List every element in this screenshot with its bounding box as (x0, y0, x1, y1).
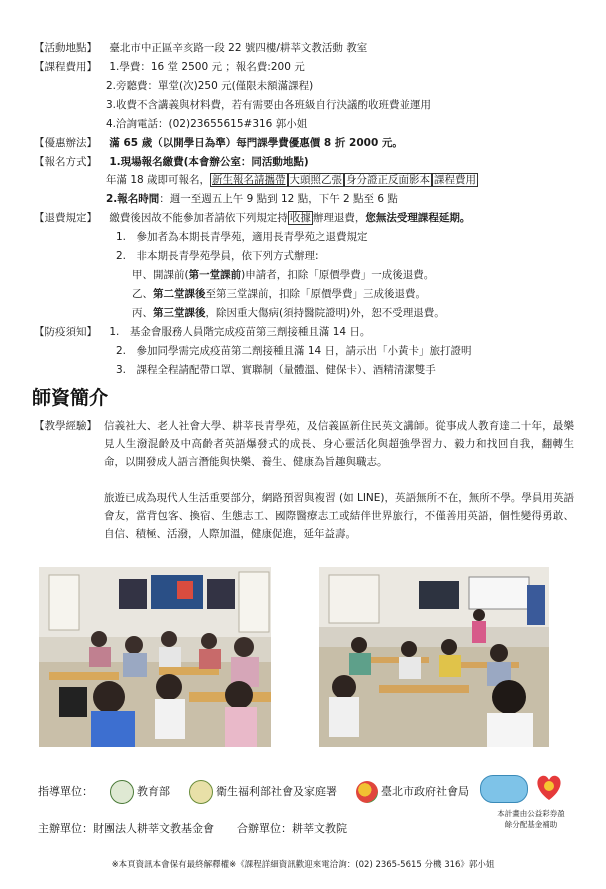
epidemic-item-1: 1. 基金會服務人員階完成疫苗第三劑接種且滿 14 日。 (109, 326, 371, 338)
host-org: 財團法人耕莘文教基金會 (93, 822, 214, 835)
fee-line-1: 1.學費：16 堂 2500 元 ；報名費:200 元 (109, 61, 305, 73)
register-line-3: 2.報名時間：週一至週五上午 9 點到 12 點，下午 2 點至 6 點 (106, 193, 398, 205)
fee-row-1 (34, 62, 576, 73)
cohost-label: 合辦單位： (237, 822, 292, 835)
experience-label: 【教學經驗】 (34, 420, 97, 432)
lottery-caption: 本計畫由公益彩券盈餘分配基金補助 (497, 809, 565, 829)
taipei-social-logo-icon (356, 781, 378, 803)
refund-sub-1: 甲、開課前(第一堂課前)申請者，扣除「原價學費」一成後退費。 (132, 269, 435, 281)
epidemic-item-2: 2. 參加同學需完成疫苗第二劑接種且滿 14 日，請示出「小黃卡」旅打證明 (116, 345, 472, 357)
lottery-logo-icon (480, 775, 528, 803)
fee-line-4: 4.洽詢電話：(02)23655615#316 郭小姐 (106, 118, 308, 130)
refund-row: 【退費規定】 繳費後因故不能參加者請依下列規定持 收據 辦理退費，您無法受理課程延期。 (34, 212, 471, 224)
host-label: 主辦單位： (38, 822, 93, 835)
fee-line-3: 3.收費不含講義與材料費，若有需要由各班級自行決議酌收班費並運用 (106, 99, 432, 111)
sfaa-logo-icon (189, 780, 213, 804)
fee-label: 【課程費用】 (34, 61, 97, 73)
guidance-org-3: 臺北市政府社會局 (381, 785, 469, 798)
refund-sub-3: 丙、第三堂課後，除因重大傷病(須持醫院證明)外，恕不受理退費。 (132, 307, 445, 319)
location-label: 【活動地點】 (34, 42, 97, 54)
guidance-org-2: 衛生福利部社會及家庭署 (216, 785, 337, 798)
experience-paragraph-2: 旅遊已成為現代人生活重要部分，網路預習與複習 (如 LINE)，英語無所不在，無所不學。學員用英語會友，當背包客、換宿、生態志工、國際醫療志工或結伴世界旅行，不僅善用英語，個性變得勇敢、自信、積極、活潑，人際加溫，健康促進，延年益壽。 (104, 492, 574, 540)
footer-note: ※本頁資訊本會保有最終解釋權※《課程詳細資訊歡迎來電洽詢：(02) 2365-5615 分機 316》郭小姐 (111, 860, 495, 870)
register-label: 【報名方式】 (34, 156, 97, 168)
register-line-2: 年滿 18 歲即可報名， 新生報名請攜帶 大頭照乙張 身分證正反面影本 課程費用 (106, 174, 477, 186)
classroom-photo-2 (319, 567, 549, 747)
refund-label: 【退費規定】 (34, 212, 97, 224)
refund-sub-2: 乙、第二堂課後至第三堂課前，扣除「原價學費」三成後退費。 (132, 288, 426, 300)
epidemic-row (34, 327, 576, 338)
classroom-photo-1 (39, 567, 271, 747)
location-row (34, 43, 576, 54)
epidemic-label: 【防疫須知】 (34, 326, 97, 338)
guidance-label: 指導單位： (38, 785, 93, 798)
section-title: 師資簡介 (32, 387, 109, 409)
experience-paragraph-1: 信義社大、老人社會大學、耕莘長青學苑，及信義區新住民英文講師。從事成人教育達二十年，最樂見人生潑混齡及中高齡者英語爆發式的成長、身心靈活化與超強學習力、毅力和找回自我，翻轉生命，以開發成人語言潛能與快樂、養生、健康為旨趣與職志。 (104, 420, 574, 468)
refund-item-1: 1. 參加者為本期長青學苑，適用長青學苑之退費規定 (116, 231, 368, 243)
fee-line-2: 2.旁聽費：單堂(次)250 元(僅限未額滿課程) (106, 80, 314, 92)
guidance-org-1: 教育部 (137, 785, 170, 798)
cohost-org: 耕莘文教院 (292, 822, 347, 835)
discount-text: 滿 65 歲（以開學日為準）每門課學費優惠價 8 折 2000 元。 (109, 137, 403, 149)
register-line-1: 1.現場報名繳費(本會辦公室：同活動地點) (109, 156, 309, 168)
discount-label: 【優惠辦法】 (34, 137, 97, 149)
refund-item-2: 2. 非本期長青學苑學員，依下列方式辦理: (116, 250, 319, 262)
guidance-row (38, 780, 469, 804)
location-text: 臺北市中正區辛亥路一段 22 號四樓/耕莘文教活動 教室 (109, 42, 368, 54)
moe-logo-icon (110, 780, 134, 804)
heart-logo-icon (533, 772, 565, 802)
epidemic-item-3: 3. 課程全程請配帶口罩、實聯制（量體溫、健保卡）、酒精清潔雙手 (116, 364, 436, 376)
register-row (34, 157, 576, 168)
host-row (38, 823, 347, 834)
discount-row (34, 138, 576, 149)
